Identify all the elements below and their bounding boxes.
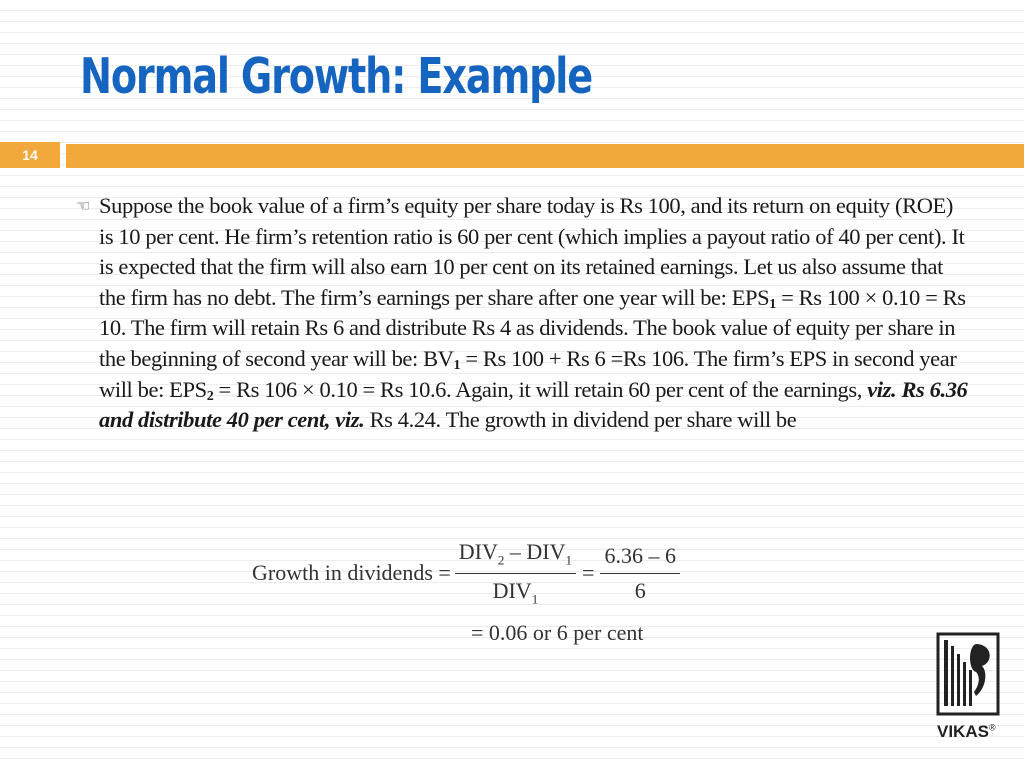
fraction-denominator <box>493 574 539 607</box>
logo-word: VIKAS <box>937 722 989 741</box>
subscript: 1 <box>565 552 573 568</box>
div-term: – DIV <box>504 539 566 565</box>
subscript: 2 <box>206 388 214 404</box>
subscript: 1 <box>769 296 776 312</box>
subscript: 1 <box>453 357 461 373</box>
div-term: DIV <box>492 577 532 603</box>
fraction-values <box>600 543 680 604</box>
fraction-denominator: 6 <box>634 577 646 603</box>
bullet-paragraph <box>99 191 971 436</box>
fraction-numerator <box>455 539 576 573</box>
vikas-logo-text <box>937 722 996 742</box>
fraction-div <box>455 539 576 607</box>
slide-number: 14 <box>0 142 60 168</box>
paragraph-text: Suppose the book value of a firm’s equity per share today is Rs 100, and its return on equity (ROE) is 10 per cent. He firm’s retention ratio is 60 per cent (which implies a payout ratio of 40 per cent). It is expected that the firm will also earn 10 per cent on its retained earnings. Let us also assume that the firm has no debt. The firm’s earnings per share after one year will be: EPS <box>99 193 965 310</box>
slide-title: Normal Growth: Example <box>80 48 592 105</box>
registered-mark: ® <box>988 722 996 733</box>
subscript: 2 <box>497 552 505 568</box>
growth-formula <box>252 539 684 645</box>
paragraph-text: = Rs 100 + Rs 6 =Rs 106. The firm’s EPS in second year will be: EPS <box>99 345 957 402</box>
formula-label: Growth in dividends = <box>252 560 451 585</box>
italic-text: viz. Rs 6.36 and distribute 40 per cent, viz. <box>99 376 968 433</box>
vikas-logo-icon <box>936 632 1000 716</box>
fraction-numerator: 6.36 – 6 <box>600 543 680 574</box>
paragraph-text: = Rs 100 × 0.10 = Rs 10. The firm will retain Rs 6 and distribute Rs 4 as dividends. The book value of equity per share in the beginning of second year will be: BV <box>99 284 966 371</box>
equals-sign: = <box>582 560 595 585</box>
paragraph-text: Rs 4.24. The growth in dividend per share will be <box>364 407 797 433</box>
div-term: DIV <box>458 539 498 565</box>
subscript: 1 <box>531 590 539 606</box>
paragraph-text: = Rs 106 × 0.10 = Rs 10.6. Again, it will retain 60 per cent of the earnings, <box>213 376 868 402</box>
formula-result: = 0.06 or 6 per cent <box>471 620 644 645</box>
title-divider-bar <box>66 144 1024 168</box>
pointing-hand-icon: ☜ <box>76 196 91 215</box>
